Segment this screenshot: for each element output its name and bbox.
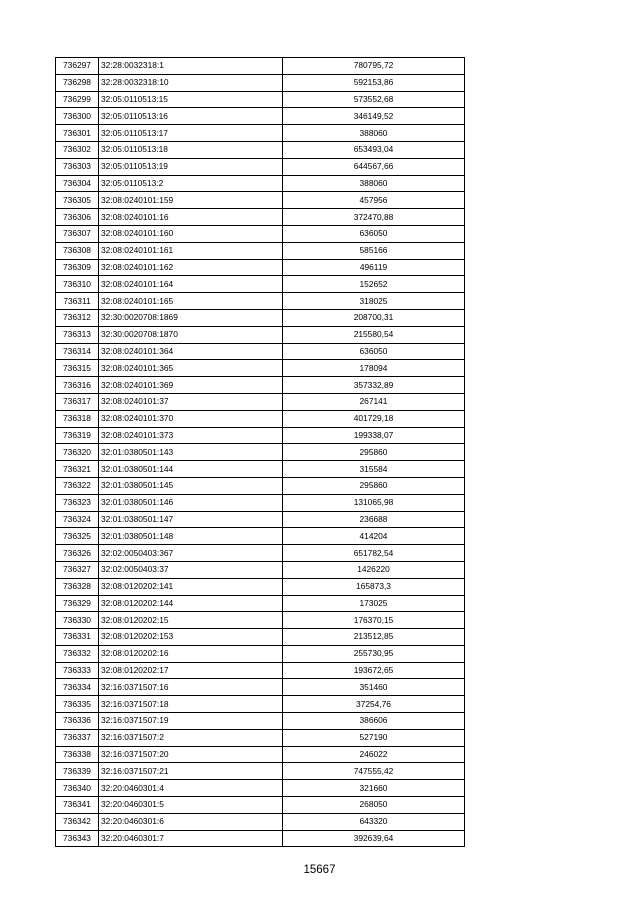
row-number-cell: 736314 — [56, 343, 99, 360]
cadastral-number-cell: 32:08:0120202:144 — [99, 595, 283, 612]
cadastral-number-cell: 32:08:0240101:159 — [99, 192, 283, 209]
value-cell: 199338,07 — [283, 427, 465, 444]
row-number-cell: 736331 — [56, 629, 99, 646]
value-cell: 388060 — [283, 175, 465, 192]
value-cell: 653493,04 — [283, 141, 465, 158]
row-number-cell: 736326 — [56, 545, 99, 562]
cadastral-number-cell: 32:01:0380501:148 — [99, 528, 283, 545]
cadastral-number-cell: 32:01:0380501:143 — [99, 444, 283, 461]
table-row — [56, 494, 465, 511]
row-number-cell: 736305 — [56, 192, 99, 209]
value-cell: 246022 — [283, 746, 465, 763]
value-cell: 747555,42 — [283, 763, 465, 780]
cadastral-number-cell: 32:02:0050403:367 — [99, 545, 283, 562]
table-row — [56, 780, 465, 797]
cadastral-number-cell: 32:08:0120202:17 — [99, 662, 283, 679]
table-row — [56, 242, 465, 259]
value-cell: 176370,15 — [283, 612, 465, 629]
table-row — [56, 461, 465, 478]
table-row — [56, 209, 465, 226]
row-number-cell: 736341 — [56, 797, 99, 814]
value-cell: 178094 — [283, 360, 465, 377]
cadastral-number-cell: 32:16:0371507:18 — [99, 696, 283, 713]
table-row — [56, 679, 465, 696]
cadastral-number-cell: 32:01:0380501:146 — [99, 494, 283, 511]
page-number: 15667 — [303, 864, 336, 876]
table-row — [56, 713, 465, 730]
table-row — [56, 629, 465, 646]
value-cell: 592153,86 — [283, 74, 465, 91]
value-cell: 357332,89 — [283, 377, 465, 394]
row-number-cell: 736312 — [56, 309, 99, 326]
value-cell: 295860 — [283, 477, 465, 494]
row-number-cell: 736320 — [56, 444, 99, 461]
cadastral-number-cell: 32:02:0050403:37 — [99, 561, 283, 578]
row-number-cell: 736340 — [56, 780, 99, 797]
table-row — [56, 813, 465, 830]
cadastral-number-cell: 32:30:0020708:1870 — [99, 326, 283, 343]
value-cell: 321660 — [283, 780, 465, 797]
table-row — [56, 696, 465, 713]
cadastral-number-cell: 32:08:0240101:37 — [99, 393, 283, 410]
table-row — [56, 578, 465, 595]
value-cell: 401729,18 — [283, 410, 465, 427]
cadastral-number-cell: 32:01:0380501:144 — [99, 461, 283, 478]
value-cell: 643320 — [283, 813, 465, 830]
table-row — [56, 662, 465, 679]
row-number-cell: 736315 — [56, 360, 99, 377]
value-cell: 295860 — [283, 444, 465, 461]
cadastral-number-cell: 32:05:0110513:17 — [99, 125, 283, 142]
table-row — [56, 225, 465, 242]
row-number-cell: 736303 — [56, 158, 99, 175]
value-cell: 255730,95 — [283, 645, 465, 662]
value-cell: 573552,68 — [283, 91, 465, 108]
value-cell: 388060 — [283, 125, 465, 142]
cadastral-number-cell: 32:16:0371507:19 — [99, 713, 283, 730]
value-cell: 1426220 — [283, 561, 465, 578]
cadastral-number-cell: 32:05:0110513:19 — [99, 158, 283, 175]
value-cell: 236688 — [283, 511, 465, 528]
value-cell: 496119 — [283, 259, 465, 276]
value-cell: 414204 — [283, 528, 465, 545]
value-cell: 267141 — [283, 393, 465, 410]
value-cell: 527190 — [283, 729, 465, 746]
table-row — [56, 830, 465, 847]
cadastral-number-cell: 32:08:0240101:370 — [99, 410, 283, 427]
value-cell: 315584 — [283, 461, 465, 478]
table-row — [56, 108, 465, 125]
value-cell: 386606 — [283, 713, 465, 730]
value-cell: 457956 — [283, 192, 465, 209]
value-cell: 392639,64 — [283, 830, 465, 847]
value-cell: 152652 — [283, 276, 465, 293]
cadastral-number-cell: 32:08:0240101:16 — [99, 209, 283, 226]
row-number-cell: 736307 — [56, 225, 99, 242]
value-cell: 636050 — [283, 225, 465, 242]
row-number-cell: 736343 — [56, 830, 99, 847]
row-number-cell: 736335 — [56, 696, 99, 713]
table-row — [56, 561, 465, 578]
value-cell: 644567,66 — [283, 158, 465, 175]
table-row — [56, 91, 465, 108]
value-cell: 636050 — [283, 343, 465, 360]
value-cell: 372470,88 — [283, 209, 465, 226]
table-row — [56, 276, 465, 293]
table-row — [56, 293, 465, 310]
value-cell: 215580,54 — [283, 326, 465, 343]
table-row — [56, 309, 465, 326]
table-row — [56, 729, 465, 746]
value-cell: 165873,3 — [283, 578, 465, 595]
cadastral-number-cell: 32:16:0371507:2 — [99, 729, 283, 746]
row-number-cell: 736323 — [56, 494, 99, 511]
table-row — [56, 58, 465, 75]
cadastral-number-cell: 32:08:0120202:153 — [99, 629, 283, 646]
cadastral-number-cell: 32:28:0032318:1 — [99, 58, 283, 75]
table-row — [56, 360, 465, 377]
cadastral-number-cell: 32:01:0380501:147 — [99, 511, 283, 528]
row-number-cell: 736301 — [56, 125, 99, 142]
cadastral-number-cell: 32:08:0240101:160 — [99, 225, 283, 242]
value-cell: 268050 — [283, 797, 465, 814]
value-cell: 780795,72 — [283, 58, 465, 75]
value-cell: 346149,52 — [283, 108, 465, 125]
cadastral-number-cell: 32:20:0460301:7 — [99, 830, 283, 847]
row-number-cell: 736337 — [56, 729, 99, 746]
cadastral-number-cell: 32:05:0110513:16 — [99, 108, 283, 125]
row-number-cell: 736308 — [56, 242, 99, 259]
table-row — [56, 545, 465, 562]
value-cell: 37254,76 — [283, 696, 465, 713]
table-row — [56, 612, 465, 629]
cadastral-number-cell: 32:30:0020708:1869 — [99, 309, 283, 326]
table-row — [56, 410, 465, 427]
cadastral-number-cell: 32:20:0460301:5 — [99, 797, 283, 814]
row-number-cell: 736306 — [56, 209, 99, 226]
value-cell: 651782,54 — [283, 545, 465, 562]
cadastral-number-cell: 32:08:0120202:15 — [99, 612, 283, 629]
row-number-cell: 736302 — [56, 141, 99, 158]
value-cell: 318025 — [283, 293, 465, 310]
row-number-cell: 736324 — [56, 511, 99, 528]
row-number-cell: 736310 — [56, 276, 99, 293]
row-number-cell: 736316 — [56, 377, 99, 394]
table-row — [56, 393, 465, 410]
row-number-cell: 736334 — [56, 679, 99, 696]
cadastral-value-table — [55, 57, 465, 847]
cadastral-number-cell: 32:16:0371507:20 — [99, 746, 283, 763]
cadastral-number-cell: 32:05:0110513:2 — [99, 175, 283, 192]
row-number-cell: 736311 — [56, 293, 99, 310]
value-cell: 208700,31 — [283, 309, 465, 326]
row-number-cell: 736319 — [56, 427, 99, 444]
row-number-cell: 736330 — [56, 612, 99, 629]
cadastral-number-cell: 32:05:0110513:18 — [99, 141, 283, 158]
value-cell: 131065,98 — [283, 494, 465, 511]
cadastral-number-cell: 32:08:0240101:161 — [99, 242, 283, 259]
table-row — [56, 511, 465, 528]
table-row — [56, 192, 465, 209]
table-row — [56, 158, 465, 175]
table-row — [56, 175, 465, 192]
cadastral-number-cell: 32:08:0120202:16 — [99, 645, 283, 662]
table-row — [56, 797, 465, 814]
cadastral-number-cell: 32:08:0240101:164 — [99, 276, 283, 293]
table-row — [56, 528, 465, 545]
row-number-cell: 736338 — [56, 746, 99, 763]
cadastral-number-cell: 32:08:0240101:165 — [99, 293, 283, 310]
row-number-cell: 736313 — [56, 326, 99, 343]
cadastral-number-cell: 32:08:0120202:141 — [99, 578, 283, 595]
table-row — [56, 444, 465, 461]
row-number-cell: 736333 — [56, 662, 99, 679]
row-number-cell: 736309 — [56, 259, 99, 276]
table-row — [56, 74, 465, 91]
row-number-cell: 736321 — [56, 461, 99, 478]
cadastral-number-cell: 32:28:0032318:10 — [99, 74, 283, 91]
row-number-cell: 736317 — [56, 393, 99, 410]
row-number-cell: 736336 — [56, 713, 99, 730]
value-cell: 351460 — [283, 679, 465, 696]
cadastral-number-cell: 32:20:0460301:4 — [99, 780, 283, 797]
row-number-cell: 736299 — [56, 91, 99, 108]
table-row — [56, 645, 465, 662]
cadastral-number-cell: 32:08:0240101:365 — [99, 360, 283, 377]
cadastral-number-cell: 32:05:0110513:15 — [99, 91, 283, 108]
table-row — [56, 746, 465, 763]
table-row — [56, 477, 465, 494]
cadastral-number-cell: 32:16:0371507:21 — [99, 763, 283, 780]
value-cell: 173025 — [283, 595, 465, 612]
table-row — [56, 326, 465, 343]
table-row — [56, 343, 465, 360]
cadastral-number-cell: 32:08:0240101:162 — [99, 259, 283, 276]
value-cell: 193672,65 — [283, 662, 465, 679]
cadastral-number-cell: 32:20:0460301:6 — [99, 813, 283, 830]
row-number-cell: 736304 — [56, 175, 99, 192]
row-number-cell: 736297 — [56, 58, 99, 75]
row-number-cell: 736328 — [56, 578, 99, 595]
value-cell: 585166 — [283, 242, 465, 259]
row-number-cell: 736329 — [56, 595, 99, 612]
table-row — [56, 427, 465, 444]
row-number-cell: 736300 — [56, 108, 99, 125]
row-number-cell: 736339 — [56, 763, 99, 780]
table-body — [56, 58, 465, 847]
row-number-cell: 736318 — [56, 410, 99, 427]
table-row — [56, 259, 465, 276]
row-number-cell: 736327 — [56, 561, 99, 578]
table-row — [56, 141, 465, 158]
row-number-cell: 736342 — [56, 813, 99, 830]
value-cell: 213512,85 — [283, 629, 465, 646]
cadastral-number-cell: 32:08:0240101:364 — [99, 343, 283, 360]
table-row — [56, 377, 465, 394]
table-row — [56, 595, 465, 612]
row-number-cell: 736325 — [56, 528, 99, 545]
cadastral-number-cell: 32:01:0380501:145 — [99, 477, 283, 494]
table-row — [56, 763, 465, 780]
cadastral-number-cell: 32:08:0240101:373 — [99, 427, 283, 444]
table-row — [56, 125, 465, 142]
row-number-cell: 736332 — [56, 645, 99, 662]
row-number-cell: 736298 — [56, 74, 99, 91]
row-number-cell: 736322 — [56, 477, 99, 494]
cadastral-number-cell: 32:16:0371507:16 — [99, 679, 283, 696]
cadastral-number-cell: 32:08:0240101:369 — [99, 377, 283, 394]
